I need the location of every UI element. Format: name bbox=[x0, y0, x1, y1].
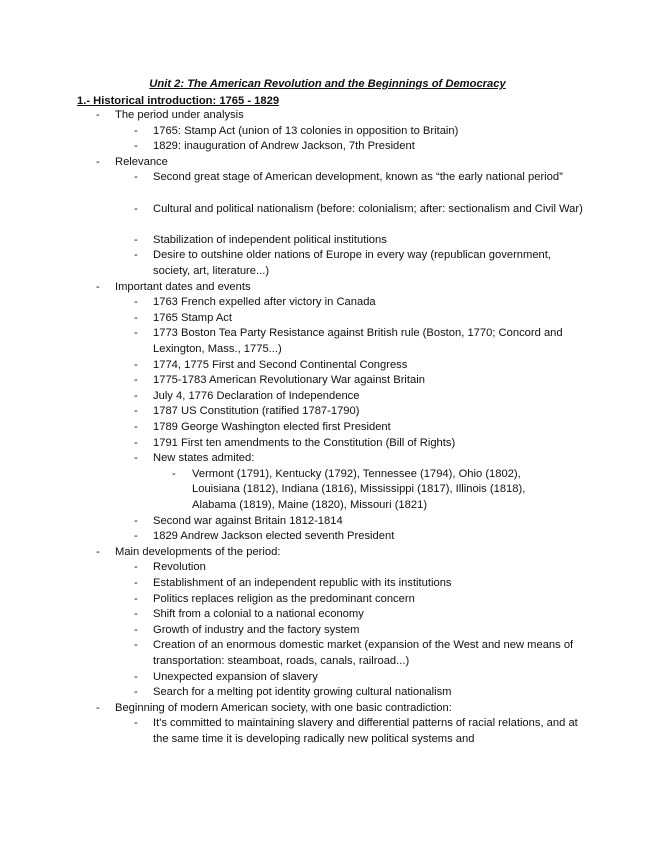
bullet-dash: - bbox=[134, 171, 138, 184]
outline-item-text: 1775-1783 American Revolutionary War against Britain bbox=[153, 374, 425, 387]
bullet-dash: - bbox=[96, 545, 100, 558]
bullet-dash: - bbox=[96, 701, 100, 714]
outline-item-text: Stabilization of independent political institutions bbox=[153, 233, 387, 246]
bullet-dash: - bbox=[96, 155, 100, 168]
bullet-dash: - bbox=[134, 405, 138, 418]
bullet-dash: - bbox=[134, 592, 138, 605]
bullet-dash: - bbox=[134, 202, 138, 215]
bullet-dash: - bbox=[134, 140, 138, 153]
outline-item-text: Shift from a colonial to a national economy bbox=[153, 608, 364, 621]
outline-item-text: Creation of an enormous domestic market (expansion of the West and new means of transportation: steamboat, roads, canals, railroad...) bbox=[153, 639, 574, 667]
outline-item-text: Search for a melting pot identity growing cultural nationalism bbox=[153, 686, 452, 699]
bullet-dash: - bbox=[134, 389, 138, 402]
outline-item-text: 1763 French expelled after victory in Canada bbox=[153, 296, 376, 309]
outline-item-text: July 4, 1776 Declaration of Independence bbox=[153, 389, 360, 402]
bullet-dash: - bbox=[134, 561, 138, 574]
bullet-dash: - bbox=[134, 124, 138, 137]
bullet-dash: - bbox=[134, 296, 138, 309]
outline-item-text: 1787 US Constitution (ratified 1787-1790) bbox=[153, 405, 360, 418]
outline-item-text: Growth of industry and the factory system bbox=[153, 623, 360, 636]
outline-item-text: New states admited: bbox=[153, 452, 255, 465]
outline-item-text: Cultural and political nationalism (before: colonialism; after: sectionalism and Civil War) bbox=[153, 202, 583, 215]
bullet-dash: - bbox=[134, 452, 138, 465]
bullet-dash: - bbox=[134, 436, 138, 449]
bullet-dash: - bbox=[134, 686, 138, 699]
bullet-dash: - bbox=[134, 717, 138, 730]
outline-item-text: 1765 Stamp Act bbox=[153, 311, 232, 324]
outline-item-text: Second war against Britain 1812-1814 bbox=[153, 514, 343, 527]
bullet-dash: - bbox=[134, 577, 138, 589]
bullet-dash: - bbox=[134, 421, 138, 433]
bullet-dash: - bbox=[134, 514, 138, 527]
bullet-dash: - bbox=[134, 374, 138, 387]
outline-item-text: Revolution bbox=[153, 561, 206, 574]
outline-item-text: Beginning of modern American society, with one basic contradiction: bbox=[115, 701, 452, 714]
outline-item-text: It's committed to maintaining slavery and differential patterns of racial relations, and at the same time it is developing radically new political systems and bbox=[153, 717, 578, 745]
document-title: Unit 2: The American Revolution and the Beginnings of Democracy bbox=[149, 78, 506, 90]
outline-item-text: 1789 George Washington elected first President bbox=[153, 421, 391, 433]
bullet-dash: - bbox=[134, 233, 138, 246]
bullet-dash: - bbox=[134, 311, 138, 324]
bullet-dash: - bbox=[134, 530, 138, 543]
bullet-dash: - bbox=[96, 109, 100, 121]
outline-item-text: Unexpected expansion of slavery bbox=[153, 670, 318, 683]
bullet-dash: - bbox=[172, 467, 176, 480]
outline-item-text: 1829 Andrew Jackson elected seventh President bbox=[153, 530, 395, 543]
outline-item-text: The period under analysis bbox=[115, 109, 244, 121]
outline-item-text: 1765: Stamp Act (union of 13 colonies in opposition to Britain) bbox=[153, 124, 459, 137]
section-heading: 1.- Historical introduction: 1765 - 1829 bbox=[77, 95, 280, 107]
bullet-dash: - bbox=[134, 249, 138, 262]
bullet-dash: - bbox=[134, 670, 138, 683]
bullet-dash: - bbox=[134, 327, 138, 340]
bullet-dash: - bbox=[134, 639, 138, 652]
bullet-dash: - bbox=[134, 358, 138, 371]
outline-item-text: Relevance bbox=[115, 155, 168, 168]
outline-item-text: Main developments of the period: bbox=[115, 545, 281, 558]
outline-item-text: Politics replaces religion as the predominant concern bbox=[153, 592, 415, 605]
outline-item-text: Second great stage of American development, known as “the early national period” bbox=[153, 171, 563, 184]
outline-item-text: Vermont (1791), Kentucky (1792), Tennessee (1794), Ohio (1802), Louisiana (1812), Indiana (1816), Mississippi (1817), Illinois (1818), Alabama (1819), Maine (1820), Missouri (1821) bbox=[192, 467, 526, 511]
outline-item-text: 1774, 1775 First and Second Continental Congress bbox=[153, 358, 408, 371]
outline-item-text: 1773 Boston Tea Party Resistance against British rule (Boston, 1770; Concord and Lexington, Mass., 1775...) bbox=[153, 327, 563, 355]
bullet-dash: - bbox=[134, 608, 138, 621]
outline-item-text: Important dates and events bbox=[115, 280, 251, 293]
outline-item-text: Desire to outshine older nations of Europe in every way (republican government, society, art, literature...) bbox=[153, 249, 551, 277]
outline-item-text: 1791 First ten amendments to the Constitution (Bill of Rights) bbox=[153, 436, 456, 449]
bullet-dash: - bbox=[134, 623, 138, 636]
outline-item-text: Establishment of an independent republic with its institutions bbox=[153, 577, 452, 589]
outline-item-text: 1829: inauguration of Andrew Jackson, 7th President bbox=[153, 140, 415, 153]
bullet-dash: - bbox=[96, 280, 100, 293]
